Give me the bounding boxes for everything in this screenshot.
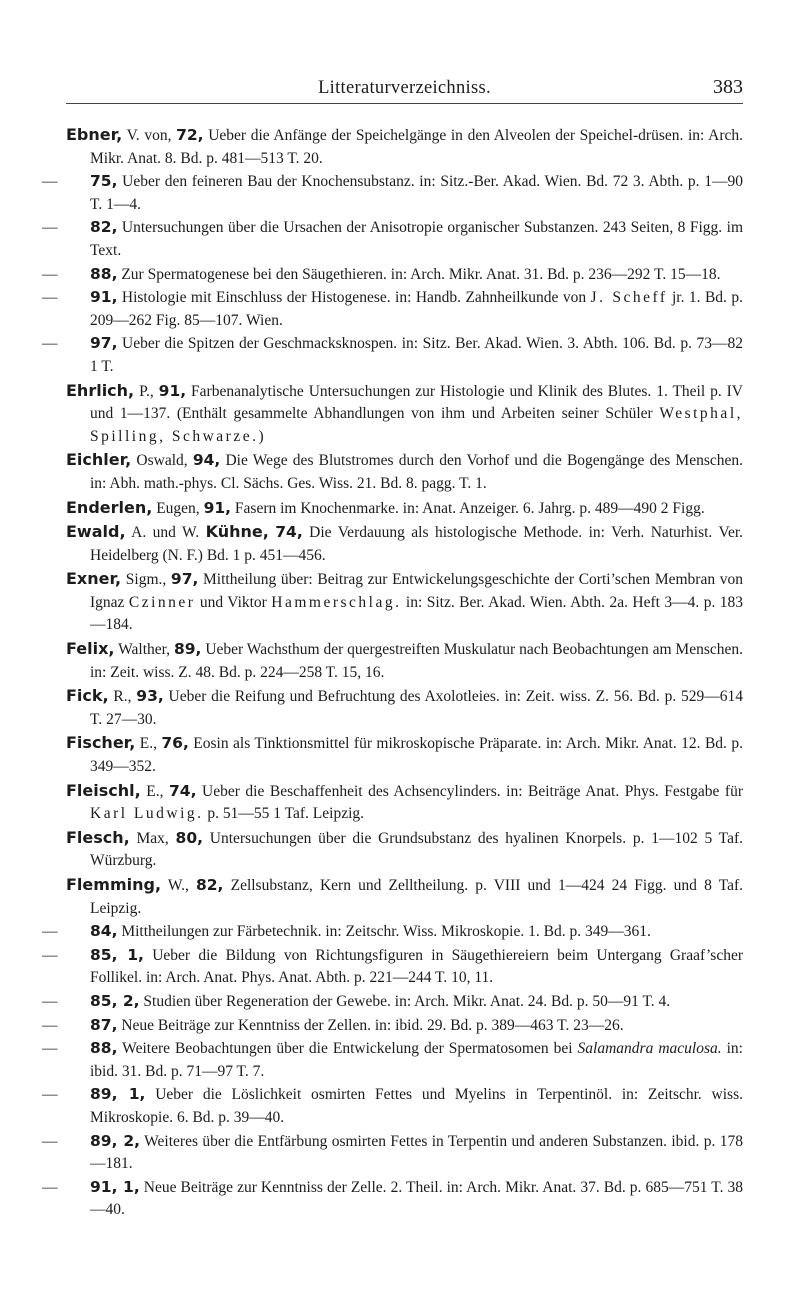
bibliography-entry: [66, 638, 743, 684]
entry-text: Untersuchungen über die Grundsubstanz des hyalinen Knorpels. p. 1—102 5 Taf. Würzburg.: [90, 829, 743, 870]
bibliography-entry: [42, 920, 743, 944]
entry-text: Eugen,: [152, 499, 204, 517]
entry-text: Ueber die Bildung von Richtungsfiguren in Säugethiereiern beim Untergang Graaf’scher Follikel. in: Arch. Anat. Phys. Anat. Abth. p. 221—244 T. 10, 11.: [90, 946, 743, 987]
entry-year: 82,: [195, 876, 224, 894]
entry-year: 85, 2,: [90, 991, 140, 1010]
entry-year: 82,: [90, 218, 118, 237]
entry-text: Walther,: [114, 641, 174, 659]
entry-text: Studien über Regeneration der Gewebe. in: Arch. Mikr. Anat. 24. Bd. p. 50—91 T. 4.: [139, 992, 671, 1010]
entry-text: Zur Spermatogenese bei den Säugethieren. in: Arch. Mikr. Anat. 31. Bd. p. 236—292 T. 15—18.: [117, 265, 721, 283]
entry-text: Zellsubstanz, Kern und Zelltheilung. p. VIII und 1—424 24 Figg. und 8 Taf. Leipzig.: [90, 877, 743, 917]
same-author-dash: —: [42, 1040, 58, 1058]
entry-text: Histologie mit Einschluss der Histogenese. in: Handb. Zahnheilkunde von: [117, 289, 591, 307]
entry-text: Ueber die Spitzen der Geschmacksknospen. in: Sitz. Ber. Akad. Wien. 3. Abth. 106. Bd. p. 73—82 1 T.: [90, 335, 743, 375]
same-author-dash: —: [42, 992, 58, 1010]
bibliography-entry: [42, 263, 743, 287]
entry-author: Flesch,: [66, 827, 130, 847]
entry-author: Ebner,: [66, 125, 123, 144]
entry-year: 88,: [90, 1039, 118, 1058]
entry-text: E.,: [140, 782, 170, 800]
entry-year: 91, 1,: [90, 1177, 140, 1196]
entry-year: 75,: [90, 172, 118, 191]
bibliography-entry: [66, 124, 743, 170]
same-author-dash: —: [42, 1016, 58, 1034]
spaced-name: Czinner: [128, 593, 196, 611]
entry-text: Max,: [129, 829, 176, 847]
entry-year: 80,: [175, 828, 204, 847]
entry-year: 91,: [203, 498, 232, 517]
bibliography-entry: [42, 1014, 743, 1038]
entry-year: 88,: [90, 264, 118, 283]
bibliography-entry: [42, 1176, 743, 1222]
same-author-dash: —: [42, 173, 58, 191]
entry-text: Ueber den feineren Bau der Knochensubstanz. in: Sitz.-Ber. Akad. Wien. Bd. 72 3. Abth. p. 1—90 T. 1—4.: [90, 173, 743, 213]
entry-text: R.,: [108, 688, 137, 706]
entry-coauthor: Kühne,: [205, 522, 269, 542]
entry-year: 84,: [90, 922, 118, 941]
entry-text: Die Wege des Blutstromes durch den Vorhof und die Bogengänge des Menschen. in: Abh. math.-phys. Cl. Sächs. Ges. Wiss. 21. Bd. 8. pagg. T. 1.: [90, 452, 743, 492]
entry-text: W.,: [161, 877, 196, 894]
bibliography-entry: [66, 827, 743, 873]
entry-text: V. von,: [122, 127, 177, 144]
entry-text: Ueber die Beschaffenheit des Achsencylinders. in: Beiträge Anat. Phys. Festgabe für: [196, 782, 744, 800]
entry-text: Ueber die Anfänge der Speichelgänge in den Alveolen der Speichel-drüsen. in: Arch. Mikr. Anat. 8. Bd. p. 481—513 T. 20.: [90, 127, 743, 167]
entry-author: Felix,: [66, 639, 115, 659]
entry-year: 85, 1,: [90, 945, 144, 964]
bibliography-entry: [66, 874, 743, 920]
bibliography-entry: [42, 1130, 744, 1176]
bibliography-entry: [42, 332, 743, 378]
entry-text: Mittheilungen zur Färbetechnik. in: Zeitschr. Wiss. Mikroskopie. 1. Bd. p. 349—361.: [117, 923, 651, 941]
spaced-name: Hammerschlag.: [271, 593, 402, 611]
same-author-dash: —: [42, 946, 58, 964]
bibliography-entry: [66, 497, 743, 521]
same-author-dash: —: [42, 265, 58, 283]
entry-text: Neue Beiträge zur Kenntniss der Zelle. 2. Theil. in: Arch. Mikr. Anat. 37. Bd. p. 685—751 T. 38—40.: [90, 1178, 743, 1219]
entry-text: Eosin als Tinktionsmittel für mikroskopische Präparate. in: Arch. Mikr. Anat. 12. Bd. p. 349—352.: [90, 735, 744, 776]
entry-year: 89,: [173, 640, 202, 659]
entry-author: Fischer,: [66, 733, 136, 753]
bibliography-entry: [42, 1083, 743, 1129]
running-title: Litteraturverzeichniss.: [318, 78, 491, 98]
entry-author: Ewald,: [66, 522, 126, 542]
entry-text: Die Verdauung als histologische Methode. in: Verh. Naturhist. Ver. Heidelberg (N. F.) Bd. 1 p. 451—456.: [90, 524, 744, 564]
entry-text: Ueber die Reifung und Befruchtung des Axolotleies. in: Zeit. wiss. Z. 56. Bd. p. 529—614 T. 27—30.: [90, 688, 743, 728]
same-author-dash: —: [42, 923, 58, 941]
bibliography-entry: [42, 286, 743, 332]
bibliography-entry: [66, 568, 743, 637]
bibliography-entry: [66, 780, 743, 826]
entry-text: und Viktor: [195, 593, 272, 611]
italic-species: Salamandra maculosa.: [577, 1040, 722, 1058]
same-author-dash: —: [42, 219, 58, 237]
entry-year: 76,: [161, 734, 189, 753]
entry-year: 93,: [136, 687, 164, 706]
page-number: 383: [713, 76, 743, 98]
entry-text: in: ibid. 31. Bd. p. 71—97 T. 7.: [90, 1040, 743, 1080]
entry-text: Neue Beiträge zur Kenntniss der Zellen. in: ibid. 29. Bd. p. 389—463 T. 23—26.: [117, 1016, 624, 1034]
entry-author: Eichler,: [66, 450, 132, 470]
entry-text: E.,: [135, 735, 162, 753]
entry-text: Ueber Wachsthum der quergestreiften Muskulatur nach Beobachtungen am Menschen. in: Zeit. wiss. Z. 48. Bd. p. 224—258 T. 15, 16.: [90, 641, 743, 681]
entry-text: Sigm.,: [121, 571, 171, 589]
bibliography-entry: [66, 449, 743, 495]
entry-year: 91,: [158, 381, 187, 400]
spaced-name: Westphal, Spilling, Schwarze.: [90, 405, 743, 445]
same-author-dash: —: [42, 335, 58, 353]
bibliography-entry: [42, 216, 743, 262]
entry-text: P.,: [134, 382, 159, 400]
entry-author: Fleischl,: [66, 780, 141, 800]
header-rule: [66, 103, 743, 104]
entry-text: Fasern im Knochenmarke. in: Anat. Anzeiger. 6. Jahrg. p. 489—490 2 Figg.: [231, 499, 705, 517]
entry-year: 89, 2,: [90, 1131, 141, 1150]
bibliography-entry: [66, 380, 743, 449]
entry-text: ): [258, 427, 264, 445]
bibliography-entry: [42, 990, 743, 1014]
bibliography-list: [42, 123, 744, 1222]
entry-year: 97,: [90, 334, 118, 353]
entry-text: Untersuchungen über die Ursachen der Anisotropie organischer Substanzen. 243 Seiten, 8 Figg. im Text.: [90, 219, 743, 259]
entry-year: 91,: [90, 288, 118, 307]
entry-year: 94,: [192, 451, 221, 470]
same-author-dash: —: [42, 1086, 58, 1104]
entry-year: 97,: [170, 570, 199, 589]
spaced-name: Karl Ludwig.: [90, 805, 204, 823]
bibliography-entry: [42, 1037, 743, 1083]
same-author-dash: —: [42, 1132, 58, 1150]
entry-text: Farbenanalytische Untersuchungen zur Histologie und Klinik des Blutes. 1. Theil p. IV und 1—137. (Enthält gesammelte Abhandlungen von ihm und Arbeiten seiner Schüler: [90, 382, 744, 423]
spaced-name: J. Scheff: [590, 289, 668, 307]
entry-text: jr. 1. Bd. p. 209—262 Fig. 85—107. Wien.: [90, 289, 743, 329]
page-header: [66, 78, 743, 104]
entry-author: Ehrlich,: [66, 380, 135, 400]
entry-text: in: Sitz. Ber. Akad. Wien. Abth. 2a. Heft 3—4. p. 183—184.: [90, 593, 744, 634]
entry-text: p. 51—55 1 Taf. Leipzig.: [203, 805, 365, 823]
entry-year: 89, 1,: [90, 1085, 146, 1104]
entry-year: 74,: [169, 781, 197, 800]
entry-author: Fick,: [66, 686, 109, 706]
bibliography-entry: [66, 521, 743, 567]
entry-text: Weiteres über die Entfärbung osmirten Fettes in Terpentin und anderen Substanzen. ibid. p. 178—181.: [90, 1132, 744, 1173]
entry-text: Ueber die Löslichkeit osmirten Fettes und Myelins in Terpentinöl. in: Zeitschr. wiss. Mikroskopie. 6. Bd. p. 39—40.: [90, 1086, 743, 1126]
entry-year: 74,: [275, 523, 303, 542]
entry-text: Mittheilung über: Beitrag zur Entwickelungsgeschichte der Corti’schen Membran von Ignaz: [90, 571, 743, 611]
bibliography-entry: [42, 944, 743, 990]
entry-author: Enderlen,: [66, 497, 153, 517]
bibliography-entry: [42, 170, 743, 216]
entry-author: Flemming,: [66, 875, 162, 894]
entry-year: 72,: [176, 126, 204, 144]
entry-year: 87,: [90, 1015, 118, 1034]
bibliography-entry: [66, 685, 743, 731]
bibliography-entry: [66, 732, 743, 778]
entry-text: Oswald,: [131, 452, 193, 470]
entry-text: A. und W.: [125, 524, 206, 542]
same-author-dash: —: [42, 1178, 58, 1196]
same-author-dash: —: [42, 289, 58, 307]
entry-author: Exner,: [66, 569, 122, 589]
entry-text: Weitere Beobachtungen über die Entwickelung der Spermatosomen bei: [117, 1040, 578, 1058]
